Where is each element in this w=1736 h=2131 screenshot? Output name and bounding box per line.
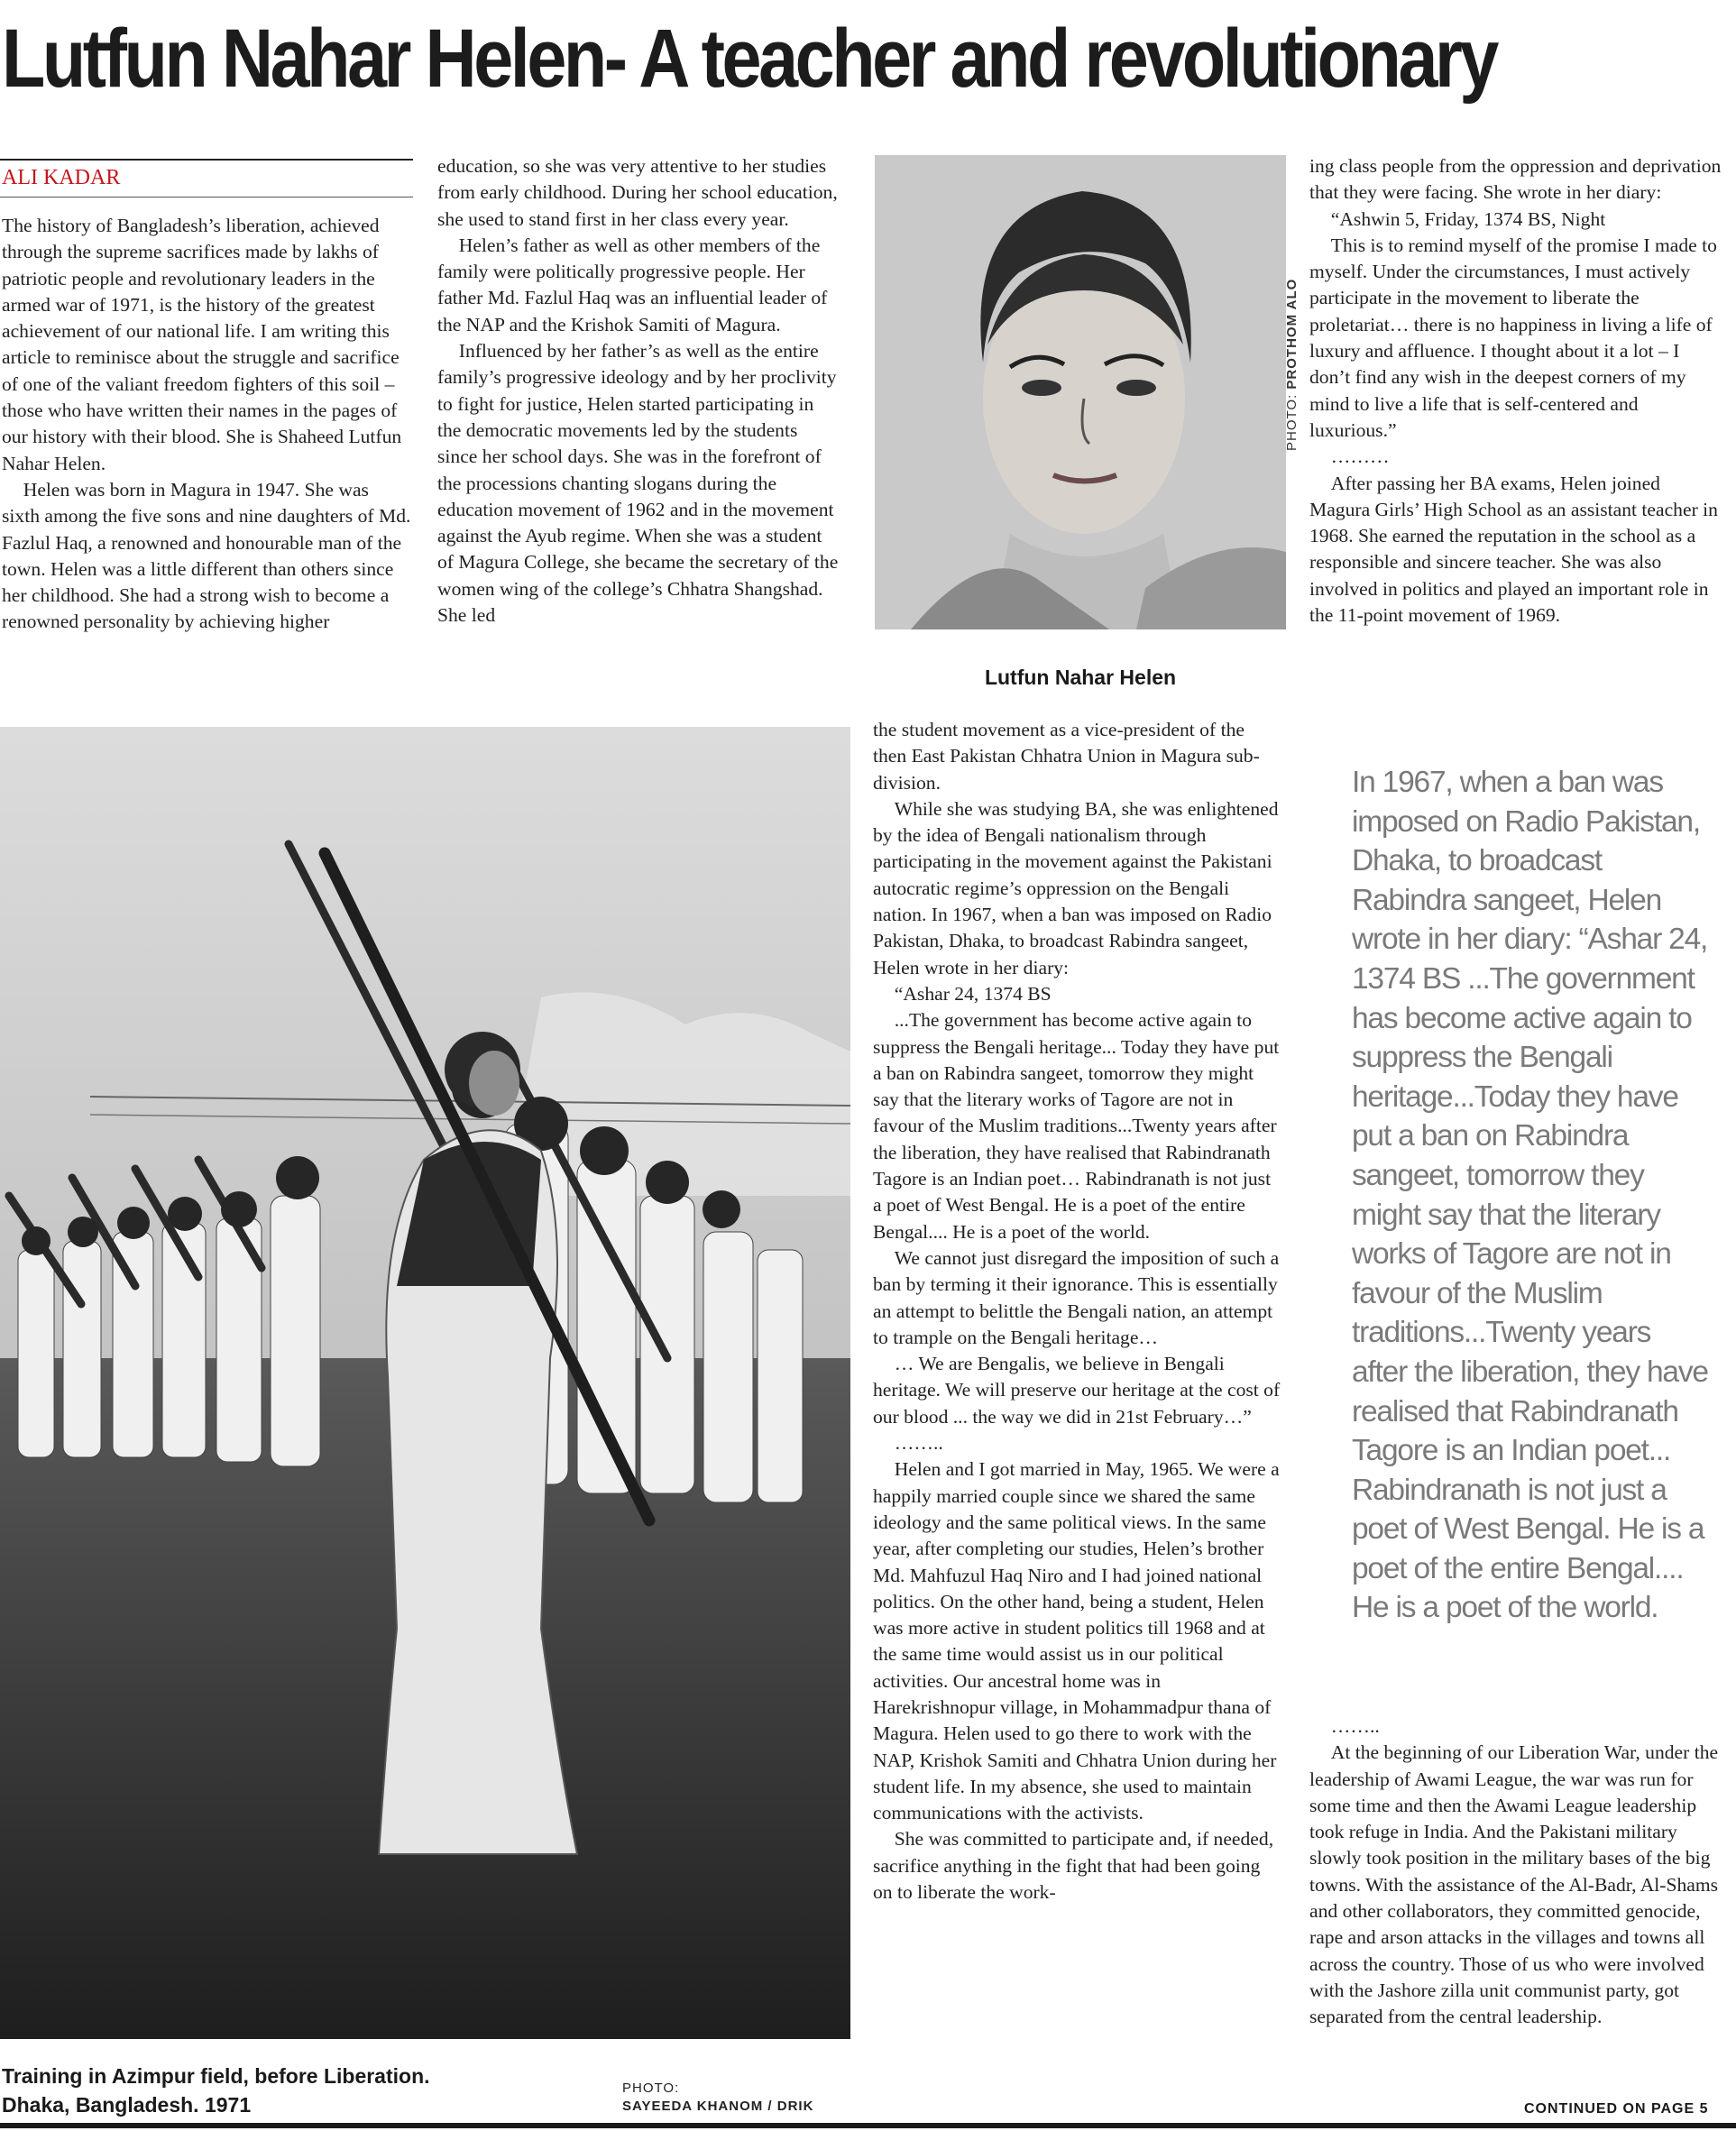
training-photo-drawing [0,727,850,2039]
article-column-4-top [1309,153,1722,629]
paragraph: We cannot just disregard the imposition of such a ban by terming it their ignorance. This is essentially an attempt to belittle the Bengali nation, an attempt to trample on the Bengali heritage… [873,1246,1280,1348]
paragraph: This is to remind myself of the promise I made to myself. Under the circumstances, I must actively participate in the movement to liberate the proletariat… there is no happiness in living a life of luxury and affluence. I thought about it a lot – I don’t find any wish in the deepest corners of my mind to live a life that is self-centered and luxurious.” [1309,234,1717,441]
photo-caption-line: Training in Azimpur field, before Liberation. [2,2064,430,2088]
portrait-caption: Lutfun Nahar Helen [984,666,1177,689]
paragraph: Helen and I got married in May, 1965. We were a happily married couple since we shared the same ideology and the same political views. In the same year, after completing our studies, Helen’s brother Md. Mahfuzul Haq Niro and I had joined national politics. On the other hand, being a student, Helen was more active in student politics till 1968 and at the same time would assist us in our political activities. Our ancestral home was in Harekrishnopur village, in Mohammadpur thana of Magura. Helen used to go there to work with the NAP, Krishok Samiti and Chhatra Union during her student life. In my absence, she used to maintain communications with the activists. [873,1458,1280,1824]
bottom-rule [0,2123,1736,2128]
paragraph: the student movement as a vice-president of the then East Pakistan Chhatra Union in Magura sub-division. [873,719,1260,794]
paragraph: “Ashwin 5, Friday, 1374 BS, Night [1330,207,1606,230]
portrait-credit: PHOTO: PROTHOM ALO [1284,278,1300,451]
photo-caption [2,2062,543,2119]
paragraph: “Ashar 24, 1374 BS [894,982,1052,1005]
paragraph: At the beginning of our Liberation War, under the leadership of Awami League, the war was run for some time and then the Awami League leadership took refuge in India. And the Pakistani military slowly took position in the military bases of the big towns. With the assistance of the Al-Badr, Al-Shams and other collaborators, they committed genocide, rape and arson attacks in the villages and towns all across the country. Those of us who were involved with the Jashore zilla unit communist party, got separated from the central leadership. [1309,1741,1719,2028]
paragraph: education, so she was very attentive to her studies from early childhood. During her school education, she used to stand first in her class every year. [437,155,838,230]
headline: Lutfun Nahar Helen- A teacher and revolutionary [2,13,1496,105]
paragraph: …….. [894,1432,943,1455]
paragraph: ……… [1330,445,1390,468]
paragraph: After passing her BA exams, Helen joined Magura Girls’ High School as an assistant teacher in 1968. She earned the reputation in the school as a responsible and sincere teacher. She was also involved in politics and played an important role in the 11-point movement of 1969. [1309,472,1718,627]
portrait-image [875,155,1286,629]
paragraph: … We are Bengalis, we believe in Bengali heritage. We will preserve our heritage at the cost of our blood ... the way we did in 21st February…” [873,1353,1281,1428]
article-column-1 [2,213,411,636]
paragraph: Influenced by her father’s as well as the entire family’s progressive ideology and by her proclivity to fight for justice, Helen started participating in the democratic movements led by the students since her school days. She was in the forefront of the processions chanting slogans during the education movement of 1962 and in the movement against the Ayub regime. When she was a student of Magura College, she became the secretary of the women wing of the college’s Chhatra Shangshad. She led [437,340,839,627]
paragraph: She was committed to participate and, if needed, sacrifice anything in the fight that had been going on to liberate the work- [873,1828,1274,1904]
paragraph: Helen was born in Magura in 1947. She was sixth among the five sons and nine daughters of Md. Fazlul Haq, a renowned and honourable man of the town. Helen was a little different than others since her childhood. She had a strong wish to become a renowned personality by achieving higher [2,478,411,633]
photo-caption-line: Dhaka, Bangladesh. 1971 [2,2093,252,2117]
paragraph: ing class people from the oppression and deprivation that they were facing. She wrote in her diary: [1309,155,1722,204]
byline: ALI KADAR [0,159,413,197]
paragraph: Helen’s father as well as other members of the family were politically progressive people. Her father Md. Fazlul Haq was an influential leader of the NAP and the Krishok Samiti of Magura. [437,234,828,335]
paragraph: The history of Bangladesh’s liberation, achieved through the supreme sacrifices made by lakhs of patriotic people and revolutionary leaders in the armed war of 1971, is the history of the greatest achievement of our national life. I am writing this article to reminisce about the struggle and sacrifice of one of the valiant freedom fighters of this soil – those who have written their names in the pages of our history with their blood. She is Shaheed Lutfun Nahar Helen. [2,215,402,474]
article-column-4-bottom [1309,1713,1722,2031]
pull-quote: In 1967, when a ban was imposed on Radio Pakistan, Dhaka, to broadcast Rabindra sangeet, Helen wrote in her diary: “Ashar 24, 1374 BS ...The government has become active again to suppress the Bengali heritage...Today they have put a ban on Rabindra sangeet, tomorrow they might say that the literary works of Tagore are not in favour of the Muslim traditions...Twenty years after the liberation, they have realised that Rabindranath Tagore is an Indian poet... Rabindranath is not just a poet of West Bengal. He is a poet of the entire Bengal.... He is a poet of the world. [1352,766,1708,1625]
portrait-drawing [875,155,1286,629]
training-photo [0,727,850,2039]
paragraph: While she was studying BA, she was enlightened by the idea of Bengali nationalism through participating in the movement against the Pakistani autocratic regime’s oppression on the Bengali nation. In 1967, when a ban was imposed on Radio Pakistan, Dhaka, to broadcast Rabindra sangeet, Helen wrote in her diary: [873,797,1279,978]
article-column-2 [437,153,839,629]
photo-credit: PHOTO: SAYEEDA KHANOM / DRIK [622,2080,814,2114]
paragraph: ...The government has become active again to suppress the Bengali heritage... Today they have put a ban on Rabindra sangeet, tomorrow they might say that the literary works of Tagore are not in favour of the Muslim traditions...Twenty years after the liberation, they have realised that Rabindranath Tagore is an Indian poet… Rabindranath is not just a poet of West Bengal. He is a poet of the entire Bengal.... He is a poet of the world. [873,1009,1280,1243]
continued-on-page: CONTINUED ON PAGE 5 [1524,2101,1709,2117]
article-column-3 [873,717,1281,1906]
paragraph: …….. [1330,1715,1380,1737]
